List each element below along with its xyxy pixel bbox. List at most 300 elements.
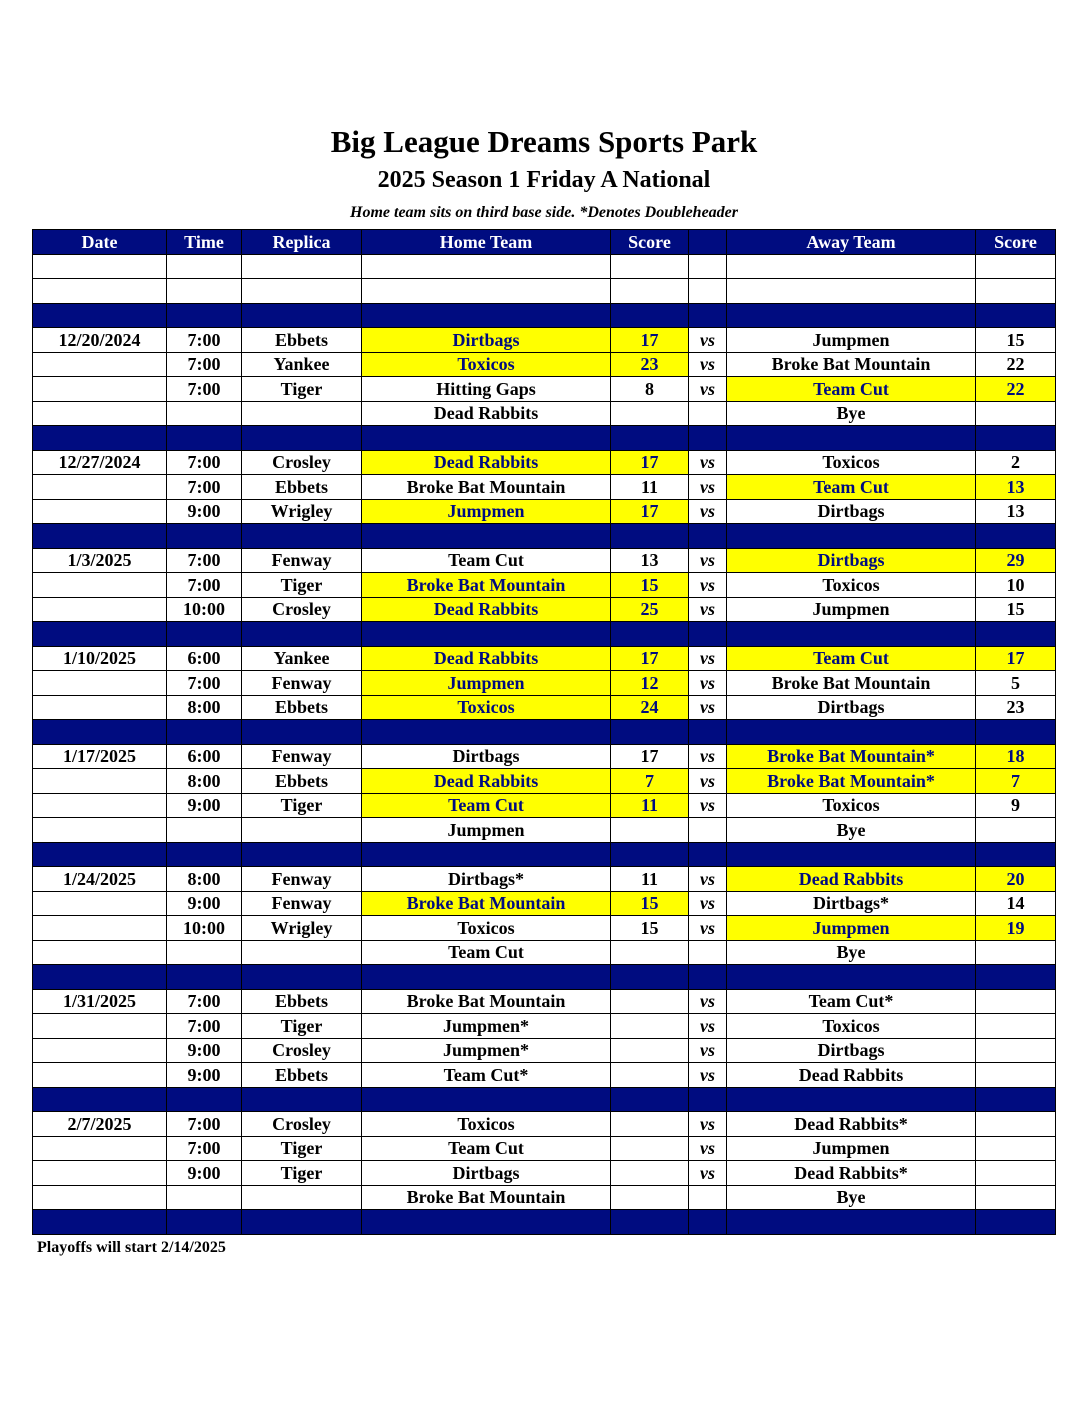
cell-replica [242,720,362,745]
cell-away-score: 13 [976,499,1056,524]
header-time: Time [167,230,242,255]
cell-date [33,573,167,598]
cell-home-score [611,1014,689,1039]
cell-vs [689,622,727,647]
cell-home-score: 17 [611,646,689,671]
cell-time: 8:00 [167,867,242,892]
cell-vs: vs [689,695,727,720]
cell-home-team: Jumpmen [362,671,611,696]
cell-away-score: 7 [976,769,1056,794]
cell-vs [689,254,727,279]
cell-time: 10:00 [167,916,242,941]
cell-time: 7:00 [167,671,242,696]
cell-vs: vs [689,867,727,892]
cell-home-score [611,401,689,426]
cell-home-team: Jumpmen* [362,1038,611,1063]
cell-time: 9:00 [167,1161,242,1186]
schedule-body [33,254,1056,1234]
table-row [33,989,1056,1014]
cell-replica: Yankee [242,646,362,671]
cell-time: 7:00 [167,1136,242,1161]
cell-home-score: 8 [611,377,689,402]
cell-vs [689,524,727,549]
cell-home-score [611,1038,689,1063]
table-header-row [33,230,1056,255]
cell-home-team: Dead Rabbits [362,450,611,475]
cell-away-score [976,1014,1056,1039]
cell-home-team: Toxicos [362,695,611,720]
cell-away-team: Jumpmen [727,597,976,622]
cell-time [167,818,242,843]
cell-vs: vs [689,769,727,794]
cell-date [33,254,167,279]
table-row [33,1063,1056,1088]
cell-home-team: Team Cut* [362,1063,611,1088]
cell-replica: Wrigley [242,916,362,941]
cell-home-team: Broke Bat Mountain [362,891,611,916]
cell-home-team: Broke Bat Mountain [362,573,611,598]
table-row [33,475,1056,500]
page-subtitle: 2025 Season 1 Friday A National [377,167,711,193]
cell-home-team [362,254,611,279]
cell-date [33,377,167,402]
cell-time [167,524,242,549]
playoffs-note: Playoffs will start 2/14/2025 [37,1239,226,1256]
cell-home-score: 15 [611,891,689,916]
cell-away-team [727,622,976,647]
cell-date [33,524,167,549]
cell-away-score: 15 [976,597,1056,622]
cell-time: 9:00 [167,793,242,818]
cell-time [167,622,242,647]
cell-away-team [727,842,976,867]
cell-away-score [976,1087,1056,1112]
cell-date [33,1014,167,1039]
cell-time [167,303,242,328]
cell-vs: vs [689,548,727,573]
cell-home-team: Broke Bat Mountain [362,475,611,500]
week-separator-row [33,1087,1056,1112]
cell-away-score [976,622,1056,647]
cell-away-team: Dirtbags* [727,891,976,916]
cell-home-score [611,1185,689,1210]
table-row [33,769,1056,794]
cell-away-team [727,524,976,549]
cell-replica [242,622,362,647]
cell-home-team [362,426,611,451]
cell-time: 7:00 [167,989,242,1014]
cell-replica: Crosley [242,450,362,475]
table-row [33,328,1056,353]
cell-date [33,475,167,500]
cell-date [33,1136,167,1161]
table-row [33,818,1056,843]
cell-home-score: 17 [611,744,689,769]
cell-vs: vs [689,671,727,696]
cell-vs: vs [689,891,727,916]
cell-vs [689,940,727,965]
cell-home-team [362,842,611,867]
cell-away-team: Toxicos [727,450,976,475]
header-home-team: Home Team [362,230,611,255]
cell-date [33,916,167,941]
cell-away-team [727,303,976,328]
cell-vs: vs [689,1136,727,1161]
cell-replica [242,524,362,549]
cell-date: 2/7/2025 [33,1112,167,1137]
cell-away-score: 29 [976,548,1056,573]
cell-home-score: 17 [611,450,689,475]
cell-vs: vs [689,450,727,475]
cell-vs: vs [689,1038,727,1063]
cell-vs: vs [689,475,727,500]
blank-row [33,254,1056,279]
table-row [33,793,1056,818]
table-row [33,916,1056,941]
cell-away-score [976,303,1056,328]
cell-vs: vs [689,793,727,818]
cell-time: 7:00 [167,1014,242,1039]
cell-away-score: 15 [976,328,1056,353]
cell-home-score [611,818,689,843]
table-row [33,377,1056,402]
cell-away-score: 22 [976,352,1056,377]
cell-away-score: 18 [976,744,1056,769]
cell-time: 9:00 [167,499,242,524]
cell-date [33,303,167,328]
cell-home-team [362,303,611,328]
cell-home-score: 17 [611,328,689,353]
cell-vs: vs [689,328,727,353]
cell-date [33,695,167,720]
cell-home-score: 15 [611,916,689,941]
table-row [33,940,1056,965]
cell-vs: vs [689,499,727,524]
cell-away-team: Jumpmen [727,328,976,353]
cell-home-score [611,279,689,304]
week-separator-row [33,1210,1056,1235]
cell-vs: vs [689,646,727,671]
cell-home-score [611,303,689,328]
cell-home-score [611,524,689,549]
cell-replica [242,1185,362,1210]
cell-away-score: 5 [976,671,1056,696]
cell-away-team [727,720,976,745]
schedule-note: Home team sits on third base side. *Denotes Doubleheader [350,204,738,221]
cell-replica: Ebbets [242,1063,362,1088]
cell-away-score [976,254,1056,279]
cell-home-score: 11 [611,867,689,892]
cell-home-score: 15 [611,573,689,598]
cell-home-team: Jumpmen [362,499,611,524]
cell-date [33,426,167,451]
cell-replica [242,965,362,990]
cell-vs [689,965,727,990]
cell-time: 9:00 [167,1063,242,1088]
cell-away-score [976,401,1056,426]
cell-away-score: 17 [976,646,1056,671]
cell-away-team [727,1087,976,1112]
cell-home-team: Hitting Gaps [362,377,611,402]
cell-date [33,720,167,745]
cell-away-team: Jumpmen [727,916,976,941]
cell-home-team: Jumpmen* [362,1014,611,1039]
cell-replica [242,279,362,304]
cell-home-score [611,1210,689,1235]
cell-away-team: Jumpmen [727,1136,976,1161]
cell-away-score [976,1112,1056,1137]
schedule-table [32,229,1056,1235]
cell-time: 7:00 [167,450,242,475]
cell-replica: Tiger [242,1136,362,1161]
cell-away-team: Toxicos [727,573,976,598]
cell-away-score [976,1136,1056,1161]
table-row [33,1161,1056,1186]
cell-home-team: Dirtbags* [362,867,611,892]
cell-date [33,1038,167,1063]
week-separator-row [33,622,1056,647]
cell-home-team: Dead Rabbits [362,401,611,426]
cell-away-team: Bye [727,940,976,965]
cell-date [33,597,167,622]
cell-time [167,426,242,451]
cell-replica: Yankee [242,352,362,377]
cell-away-team: Bye [727,401,976,426]
header-home-score: Score [611,230,689,255]
cell-away-team: Broke Bat Mountain* [727,744,976,769]
week-separator-row [33,965,1056,990]
cell-date [33,1161,167,1186]
cell-replica: Fenway [242,671,362,696]
cell-vs: vs [689,989,727,1014]
cell-home-score [611,1063,689,1088]
cell-home-team [362,1210,611,1235]
cell-home-score [611,426,689,451]
week-separator-row [33,426,1056,451]
cell-replica: Fenway [242,891,362,916]
cell-away-team: Broke Bat Mountain [727,352,976,377]
week-separator-row [33,303,1056,328]
table-row [33,671,1056,696]
cell-replica [242,254,362,279]
cell-home-score [611,989,689,1014]
table-row [33,1136,1056,1161]
cell-vs: vs [689,744,727,769]
cell-home-team: Toxicos [362,352,611,377]
cell-home-team: Broke Bat Mountain [362,989,611,1014]
cell-away-team: Dirtbags [727,1038,976,1063]
cell-away-team [727,426,976,451]
cell-date [33,352,167,377]
cell-away-score [976,1038,1056,1063]
cell-away-score: 14 [976,891,1056,916]
cell-home-score [611,842,689,867]
cell-time: 7:00 [167,1112,242,1137]
cell-away-team: Team Cut [727,475,976,500]
cell-away-team: Toxicos [727,1014,976,1039]
cell-away-score [976,1063,1056,1088]
cell-away-score: 23 [976,695,1056,720]
cell-away-team: Team Cut [727,646,976,671]
cell-home-score [611,1112,689,1137]
cell-away-score [976,1210,1056,1235]
cell-home-team: Team Cut [362,548,611,573]
cell-away-score: 10 [976,573,1056,598]
cell-date: 12/27/2024 [33,450,167,475]
cell-home-team [362,279,611,304]
cell-replica: Ebbets [242,989,362,1014]
cell-away-team: Team Cut* [727,989,976,1014]
header-vs [689,230,727,255]
cell-time: 6:00 [167,744,242,769]
cell-vs [689,842,727,867]
cell-replica [242,1087,362,1112]
cell-time: 8:00 [167,695,242,720]
cell-replica: Ebbets [242,475,362,500]
cell-date [33,1185,167,1210]
cell-away-score [976,279,1056,304]
cell-home-team: Toxicos [362,1112,611,1137]
cell-replica: Tiger [242,793,362,818]
week-separator-row [33,720,1056,745]
cell-away-score [976,1161,1056,1186]
cell-replica: Fenway [242,867,362,892]
cell-home-team: Dirtbags [362,328,611,353]
cell-date: 1/31/2025 [33,989,167,1014]
cell-home-team: Team Cut [362,793,611,818]
cell-date [33,622,167,647]
header-away-team: Away Team [727,230,976,255]
table-row [33,867,1056,892]
cell-away-team: Bye [727,1185,976,1210]
cell-time: 7:00 [167,475,242,500]
cell-home-team: Broke Bat Mountain [362,1185,611,1210]
page-title: Big League Dreams Sports Park [330,124,758,159]
cell-replica: Tiger [242,1161,362,1186]
cell-replica [242,426,362,451]
cell-time: 7:00 [167,352,242,377]
cell-replica: Crosley [242,597,362,622]
cell-home-team [362,965,611,990]
cell-away-score [976,989,1056,1014]
cell-time: 7:00 [167,573,242,598]
cell-away-team: Dirtbags [727,548,976,573]
cell-date [33,891,167,916]
cell-time [167,1210,242,1235]
cell-replica [242,303,362,328]
cell-date [33,940,167,965]
cell-date: 12/20/2024 [33,328,167,353]
cell-date [33,842,167,867]
table-row [33,1038,1056,1063]
cell-home-team: Dirtbags [362,1161,611,1186]
cell-date [33,1063,167,1088]
cell-home-score [611,720,689,745]
table-row [33,401,1056,426]
cell-home-team [362,622,611,647]
cell-date [33,793,167,818]
cell-home-score [611,1136,689,1161]
cell-date [33,1087,167,1112]
cell-home-score: 13 [611,548,689,573]
cell-date [33,1210,167,1235]
cell-date [33,818,167,843]
cell-replica [242,1210,362,1235]
table-row [33,597,1056,622]
cell-time: 10:00 [167,597,242,622]
cell-vs: vs [689,573,727,598]
cell-vs: vs [689,1014,727,1039]
cell-date [33,671,167,696]
cell-away-score [976,426,1056,451]
cell-away-team: Dead Rabbits* [727,1112,976,1137]
cell-replica: Tiger [242,573,362,598]
cell-away-team: Dead Rabbits [727,867,976,892]
cell-home-team: Dead Rabbits [362,769,611,794]
cell-away-score [976,1185,1056,1210]
cell-away-team [727,254,976,279]
cell-home-score [611,622,689,647]
cell-away-team: Broke Bat Mountain* [727,769,976,794]
cell-vs [689,1185,727,1210]
cell-date [33,965,167,990]
cell-vs: vs [689,597,727,622]
cell-date [33,769,167,794]
cell-vs [689,720,727,745]
cell-replica: Wrigley [242,499,362,524]
cell-away-team [727,279,976,304]
cell-vs [689,426,727,451]
cell-replica [242,940,362,965]
cell-home-team: Dirtbags [362,744,611,769]
cell-date: 1/17/2025 [33,744,167,769]
cell-away-team [727,965,976,990]
cell-home-score [611,940,689,965]
cell-date: 1/3/2025 [33,548,167,573]
cell-replica [242,818,362,843]
cell-date [33,401,167,426]
cell-away-team: Dirtbags [727,499,976,524]
table-row [33,1112,1056,1137]
cell-replica: Ebbets [242,769,362,794]
cell-replica [242,401,362,426]
table-row [33,573,1056,598]
cell-time: 7:00 [167,328,242,353]
cell-replica: Fenway [242,548,362,573]
cell-away-team: Dead Rabbits* [727,1161,976,1186]
cell-date [33,499,167,524]
cell-time [167,720,242,745]
cell-time: 6:00 [167,646,242,671]
cell-home-team: Team Cut [362,1136,611,1161]
table-row [33,1014,1056,1039]
cell-home-team [362,1087,611,1112]
cell-time [167,940,242,965]
cell-away-score: 13 [976,475,1056,500]
week-separator-row [33,524,1056,549]
cell-away-score [976,818,1056,843]
cell-home-team: Team Cut [362,940,611,965]
cell-replica: Tiger [242,377,362,402]
cell-time [167,254,242,279]
cell-replica: Crosley [242,1112,362,1137]
cell-home-team: Dead Rabbits [362,597,611,622]
cell-time [167,1185,242,1210]
table-row [33,548,1056,573]
cell-home-team [362,524,611,549]
cell-away-score: 19 [976,916,1056,941]
cell-replica: Ebbets [242,695,362,720]
